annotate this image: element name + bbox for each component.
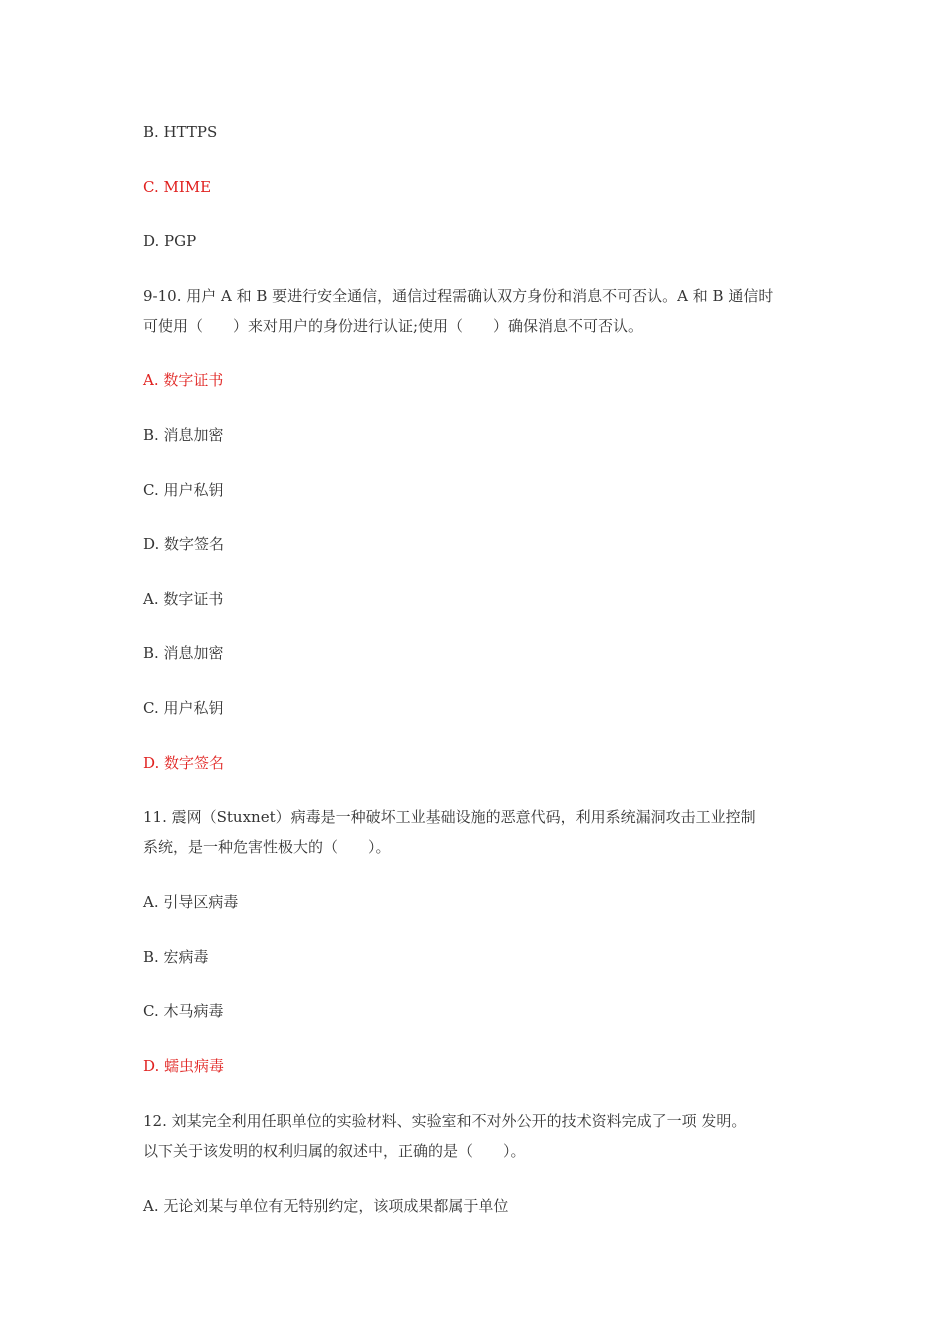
q11-option-c: C. 木马病毒 bbox=[143, 1002, 224, 1020]
q9-option-d: D. 数字签名 bbox=[143, 535, 225, 553]
q9-10-stem-line-1: 9-10. 用户 A 和 B 要进行安全通信，通信过程需确认双方身份和消息不可否认。A 和 B 通信时 bbox=[143, 287, 774, 305]
q8-option-b: B. HTTPS bbox=[143, 123, 218, 141]
q11-option-a: A. 引导区病毒 bbox=[143, 893, 239, 911]
q8-option-d: D. PGP bbox=[143, 232, 197, 250]
q9-10-question-stem bbox=[143, 281, 823, 341]
q9-option-a-answer: A. 数字证书 bbox=[143, 371, 224, 389]
q9-option-c: C. 用户私钥 bbox=[143, 481, 224, 499]
q11-question-stem bbox=[143, 802, 823, 862]
q10-option-d-answer: D. 数字签名 bbox=[143, 754, 225, 772]
q8-option-c-answer: C. MIME bbox=[143, 178, 212, 196]
q9-option-b: B. 消息加密 bbox=[143, 426, 224, 444]
q11-stem-line-2: 系统，是一种危害性极大的（ ）。 bbox=[143, 838, 391, 856]
q12-stem-line-1: 12. 刘某完全利用任职单位的实验材料、实验室和不对外公开的技术资料完成了一项 发明。 bbox=[143, 1112, 747, 1130]
q11-stem-line-1: 11. 震网（Stuxnet）病毒是一种破坏工业基础设施的恶意代码，利用系统漏洞攻击工业控制 bbox=[143, 808, 756, 826]
q11-option-b: B. 宏病毒 bbox=[143, 948, 209, 966]
q9-10-stem-line-2: 可使用（ ）来对用户的身份进行认证;使用（ ）确保消息不可否认。 bbox=[143, 317, 644, 335]
q12-option-a: A. 无论刘某与单位有无特别约定，该项成果都属于单位 bbox=[143, 1197, 509, 1215]
q12-question-stem bbox=[143, 1106, 823, 1166]
q11-option-d-answer: D. 蠕虫病毒 bbox=[143, 1057, 225, 1075]
q10-option-b: B. 消息加密 bbox=[143, 644, 224, 662]
q10-option-a: A. 数字证书 bbox=[143, 590, 224, 608]
q12-stem-line-2: 以下关于该发明的权利归属的叙述中，正确的是（ ）。 bbox=[143, 1142, 526, 1160]
q10-option-c: C. 用户私钥 bbox=[143, 699, 224, 717]
